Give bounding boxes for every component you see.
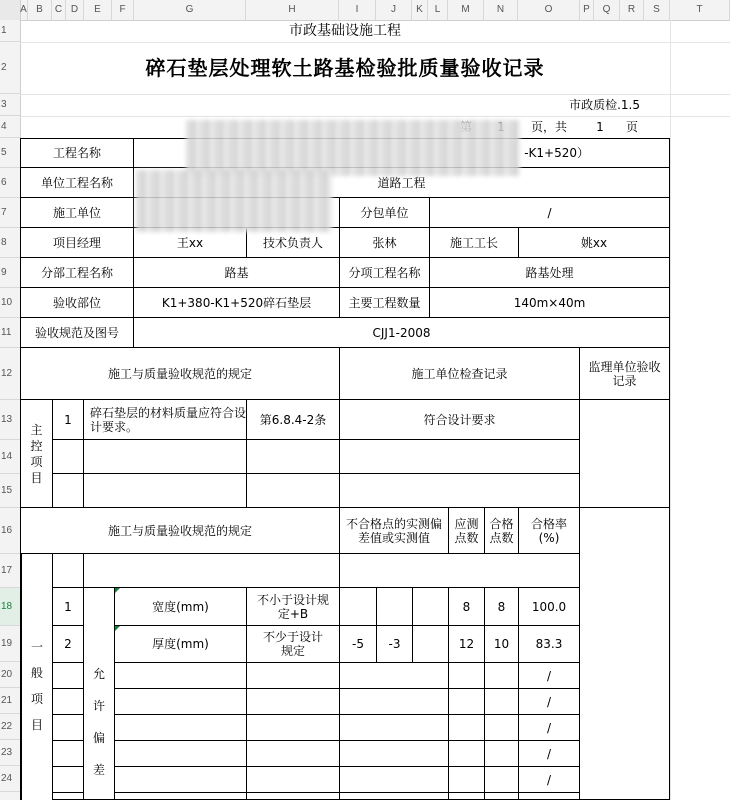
general-measured-header: 应测点数 bbox=[448, 507, 485, 554]
division-label: 分部工程名称 bbox=[20, 257, 134, 288]
table-cell[interactable] bbox=[518, 792, 580, 800]
col-header-f[interactable]: F bbox=[112, 0, 134, 20]
table-cell[interactable] bbox=[448, 792, 485, 800]
table-cell[interactable] bbox=[339, 662, 449, 689]
tech-value[interactable]: 张林 bbox=[339, 227, 430, 258]
table-cell[interactable] bbox=[246, 662, 340, 689]
foreman-value[interactable]: 姚xx bbox=[518, 227, 670, 258]
table-cell[interactable] bbox=[114, 714, 247, 741]
row-header-9[interactable]: 9 bbox=[0, 258, 20, 288]
general-item-1-dev2[interactable] bbox=[376, 587, 413, 626]
general-item-2-dev1[interactable]: -5 bbox=[339, 625, 377, 663]
table-cell[interactable] bbox=[83, 473, 247, 508]
subcontract-label: 分包单位 bbox=[339, 197, 430, 228]
redacted-region bbox=[136, 170, 332, 232]
col-header-s[interactable]: S bbox=[644, 0, 670, 20]
col-header-d[interactable]: D bbox=[66, 0, 84, 20]
col-header-c[interactable]: C bbox=[52, 0, 66, 20]
general-item-2-rate[interactable]: 83.3 bbox=[518, 625, 580, 663]
general-rate-header: 合格率(%) bbox=[518, 507, 580, 554]
table-cell[interactable] bbox=[114, 740, 247, 767]
table-cell[interactable] bbox=[339, 740, 449, 767]
page-ye-gong: 页，共 bbox=[530, 120, 567, 134]
table-cell[interactable] bbox=[246, 792, 340, 800]
general-item-2-measured[interactable]: 12 bbox=[448, 625, 485, 663]
col-header-p[interactable]: P bbox=[580, 0, 594, 20]
location-label: 验收部位 bbox=[20, 287, 134, 318]
sheet-subtitle[interactable]: 市政基础设施工程 bbox=[289, 23, 401, 39]
table-cell[interactable] bbox=[52, 714, 84, 741]
row-header-16[interactable]: 16 bbox=[0, 508, 20, 554]
general-item-1-measured[interactable]: 8 bbox=[448, 587, 485, 626]
table-cell[interactable] bbox=[52, 662, 84, 689]
project-name-tail: -K1+520） bbox=[524, 146, 589, 160]
col-header-g[interactable]: G bbox=[134, 0, 246, 20]
row-header-7[interactable]: 7 bbox=[0, 198, 20, 228]
empty-rate[interactable]: / bbox=[518, 766, 580, 793]
col-header-i[interactable]: I bbox=[339, 0, 376, 20]
row-header-10[interactable]: 10 bbox=[0, 288, 20, 318]
main-item-text[interactable]: 碎石垫层的材料质量应符合设计要求。 bbox=[83, 399, 247, 440]
main-item-result[interactable]: 符合设计要求 bbox=[339, 399, 580, 440]
group-char: 主 bbox=[30, 422, 43, 437]
table-cell[interactable] bbox=[52, 766, 84, 793]
spec-label: 验收规范及图号 bbox=[20, 317, 134, 348]
table-cell[interactable] bbox=[448, 662, 485, 689]
table-cell[interactable] bbox=[246, 740, 340, 767]
empty-rate[interactable]: / bbox=[518, 740, 580, 767]
table-cell[interactable] bbox=[114, 688, 247, 715]
table-cell[interactable] bbox=[484, 714, 519, 741]
row-header-23[interactable]: 23 bbox=[0, 740, 20, 766]
project-name-label: 工程名称 bbox=[20, 138, 134, 168]
general-spec-header: 施工与质量验收规范的规定 bbox=[20, 507, 340, 554]
subitem-label: 分项工程名称 bbox=[339, 257, 430, 288]
row-header-17[interactable]: 17 bbox=[0, 554, 20, 588]
general-item-2-name[interactable]: 厚度(mm) bbox=[114, 625, 247, 663]
quantity-label: 主要工程数量 bbox=[339, 287, 430, 318]
row-header-20[interactable]: 20 bbox=[0, 662, 20, 688]
quantity-value[interactable]: 140m×40m bbox=[429, 287, 670, 318]
table-cell[interactable] bbox=[484, 662, 519, 689]
table-cell[interactable] bbox=[246, 688, 340, 715]
table-cell[interactable] bbox=[246, 473, 340, 508]
table-cell[interactable] bbox=[339, 714, 449, 741]
row-header-11[interactable]: 11 bbox=[0, 318, 20, 348]
table-cell[interactable] bbox=[246, 766, 340, 793]
general-supervisor-cell[interactable] bbox=[579, 507, 670, 800]
general-item-1-passed[interactable]: 8 bbox=[484, 587, 519, 626]
col-header-q[interactable]: Q bbox=[594, 0, 620, 20]
table-cell[interactable] bbox=[339, 473, 580, 508]
tolerance-char: 允 bbox=[92, 667, 105, 681]
table-cell[interactable] bbox=[114, 766, 247, 793]
general-item-1-spec[interactable]: 不小于设计规定+B bbox=[246, 587, 340, 626]
table-cell[interactable] bbox=[339, 688, 449, 715]
row-header-5[interactable]: 5 bbox=[0, 138, 20, 168]
tolerance-char: 偏 bbox=[92, 731, 105, 745]
row-header-12[interactable]: 12 bbox=[0, 348, 20, 400]
col-header-m[interactable]: M bbox=[448, 0, 484, 20]
group-char: 控 bbox=[30, 438, 43, 453]
general-deviation-header: 不合格点的实测偏差值或实测值 bbox=[339, 507, 449, 554]
general-group-label bbox=[20, 553, 53, 800]
comment-marker-icon bbox=[115, 588, 120, 593]
table-cell[interactable] bbox=[339, 439, 580, 474]
general-item-1-no[interactable]: 1 bbox=[52, 587, 84, 626]
page-total[interactable]: 1 bbox=[596, 120, 604, 134]
row-header-1[interactable]: 1 bbox=[0, 20, 20, 42]
row-header-15[interactable]: 15 bbox=[0, 474, 20, 508]
empty-rate[interactable]: / bbox=[518, 662, 580, 689]
tolerance-char: 差 bbox=[92, 763, 105, 777]
main-check-header: 施工单位检查记录 bbox=[339, 347, 580, 400]
table-cell[interactable] bbox=[52, 553, 84, 588]
table-cell[interactable] bbox=[339, 766, 449, 793]
row-header-2[interactable]: 2 bbox=[0, 42, 20, 94]
pm-value[interactable]: 王xx bbox=[133, 227, 247, 258]
pm-label: 项目经理 bbox=[20, 227, 134, 258]
main-control-group-label bbox=[20, 399, 53, 508]
general-item-2-dev2[interactable]: -3 bbox=[376, 625, 413, 663]
table-cell[interactable] bbox=[114, 662, 247, 689]
col-header-a[interactable]: A bbox=[20, 0, 28, 20]
general-item-1-dev1[interactable] bbox=[339, 587, 377, 626]
table-cell[interactable] bbox=[52, 473, 84, 508]
table-cell[interactable] bbox=[52, 688, 84, 715]
col-header-o[interactable]: O bbox=[518, 0, 580, 20]
table-cell[interactable] bbox=[412, 587, 449, 626]
table-cell[interactable] bbox=[246, 714, 340, 741]
col-header-e[interactable]: E bbox=[84, 0, 112, 20]
table-cell[interactable] bbox=[52, 740, 84, 767]
col-header-k[interactable]: K bbox=[412, 0, 428, 20]
table-cell[interactable] bbox=[448, 766, 485, 793]
table-cell[interactable] bbox=[412, 625, 449, 663]
main-item-no[interactable]: 1 bbox=[52, 399, 84, 440]
table-cell[interactable] bbox=[83, 553, 340, 588]
table-cell[interactable] bbox=[339, 553, 580, 588]
row-header-21[interactable]: 21 bbox=[0, 688, 20, 714]
table-cell[interactable] bbox=[484, 688, 519, 715]
table-cell[interactable] bbox=[246, 439, 340, 474]
group-char: 一 bbox=[30, 640, 43, 654]
table-cell[interactable] bbox=[448, 714, 485, 741]
sheet-title[interactable]: 碎石垫层处理软土路基检验批质量验收记录 bbox=[145, 56, 545, 80]
col-header-n[interactable]: N bbox=[484, 0, 518, 20]
main-item-clause[interactable]: 第6.8.4-2条 bbox=[246, 399, 340, 440]
general-item-2-spec[interactable]: 不少于设计规定 bbox=[246, 625, 340, 663]
page-ye: 页 bbox=[625, 120, 638, 134]
row-header-bar bbox=[0, 20, 21, 800]
select-all-corner[interactable] bbox=[0, 0, 21, 20]
general-passed-header: 合格点数 bbox=[484, 507, 519, 554]
table-cell[interactable] bbox=[52, 792, 84, 800]
column-header-bar bbox=[0, 0, 730, 21]
main-supervisor-cell[interactable] bbox=[579, 399, 670, 508]
group-char: 目 bbox=[30, 718, 43, 732]
table-cell[interactable] bbox=[484, 766, 519, 793]
table-cell[interactable] bbox=[83, 439, 247, 474]
table-cell[interactable] bbox=[339, 792, 449, 800]
col-header-l[interactable]: L bbox=[428, 0, 448, 20]
row-header-22[interactable]: 22 bbox=[0, 714, 20, 740]
table-cell[interactable] bbox=[114, 792, 247, 800]
group-char: 项 bbox=[30, 454, 43, 469]
row-header-8[interactable]: 8 bbox=[0, 228, 20, 258]
row-header-13[interactable]: 13 bbox=[0, 400, 20, 440]
table-cell[interactable] bbox=[484, 740, 519, 767]
row-header-18[interactable]: 18 bbox=[0, 588, 20, 626]
main-supervisor-header: 监理单位验收记录 bbox=[579, 347, 670, 400]
general-item-1-rate[interactable]: 100.0 bbox=[518, 587, 580, 626]
table-cell[interactable] bbox=[52, 439, 84, 474]
construction-unit-label: 施工单位 bbox=[20, 197, 134, 228]
general-item-1-name[interactable]: 宽度(mm) bbox=[114, 587, 247, 626]
unit-project-label: 单位工程名称 bbox=[20, 167, 134, 198]
subcontract-value[interactable]: / bbox=[429, 197, 670, 228]
tolerance-label bbox=[83, 587, 115, 800]
col-header-h[interactable]: H bbox=[246, 0, 339, 20]
col-header-b[interactable]: B bbox=[28, 0, 52, 20]
comment-marker-icon bbox=[115, 626, 120, 631]
row-header-3[interactable]: 3 bbox=[0, 94, 20, 116]
location-value[interactable]: K1+380-K1+520碎石垫层 bbox=[133, 287, 340, 318]
tolerance-char: 许 bbox=[92, 699, 105, 713]
col-header-t[interactable]: T bbox=[670, 0, 730, 20]
table-cell[interactable] bbox=[484, 792, 519, 800]
tech-label: 技术负责人 bbox=[246, 227, 340, 258]
table-cell[interactable] bbox=[448, 688, 485, 715]
row-header-24[interactable]: 24 bbox=[0, 766, 20, 792]
main-spec-header: 施工与质量验收规范的规定 bbox=[20, 347, 340, 400]
col-header-r[interactable]: R bbox=[620, 0, 644, 20]
empty-rate[interactable]: / bbox=[518, 714, 580, 741]
foreman-label: 施工工长 bbox=[429, 227, 519, 258]
spec-value[interactable]: CJJ1-2008 bbox=[133, 317, 670, 348]
row-header-6[interactable]: 6 bbox=[0, 168, 20, 198]
group-char: 般 bbox=[30, 666, 43, 680]
subitem-value[interactable]: 路基处理 bbox=[429, 257, 670, 288]
general-item-2-no[interactable]: 2 bbox=[52, 625, 84, 663]
group-char: 项 bbox=[30, 692, 43, 706]
col-header-j[interactable]: J bbox=[376, 0, 412, 20]
unit-project-value[interactable]: 道路工程 bbox=[133, 167, 670, 198]
gridline bbox=[670, 20, 671, 800]
row-header-4[interactable]: 4 bbox=[0, 116, 20, 138]
row-header-14[interactable]: 14 bbox=[0, 440, 20, 474]
empty-rate[interactable]: / bbox=[518, 688, 580, 715]
table-cell[interactable] bbox=[448, 740, 485, 767]
row-header-19[interactable]: 19 bbox=[0, 626, 20, 662]
group-char: 目 bbox=[30, 470, 43, 485]
form-number[interactable]: 市政质检.1.5 bbox=[569, 98, 640, 112]
general-item-2-passed[interactable]: 10 bbox=[484, 625, 519, 663]
division-value[interactable]: 路基 bbox=[133, 257, 340, 288]
redacted-region bbox=[186, 120, 520, 176]
